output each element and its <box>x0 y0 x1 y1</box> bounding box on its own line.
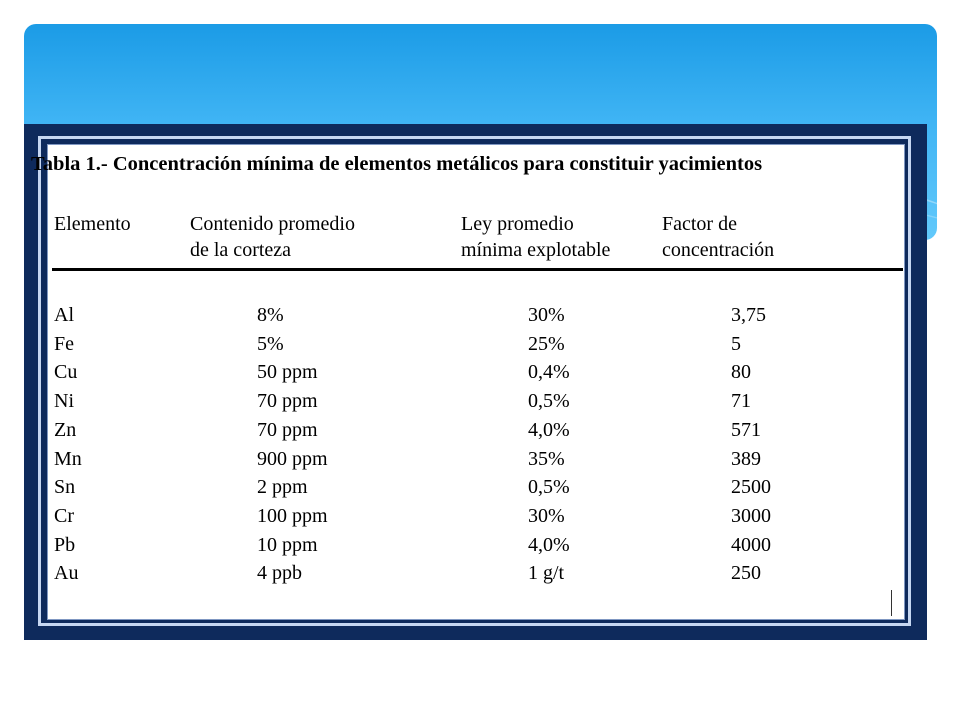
scan-artifact-line <box>891 590 892 616</box>
cell-ore-grade: 0,4% <box>528 361 570 383</box>
cell-crust: 70 ppm <box>257 419 318 441</box>
cell-element: Au <box>54 562 79 584</box>
table-row <box>0 562 960 591</box>
cell-factor: 5 <box>731 333 741 355</box>
header-concentration-factor <box>662 211 774 263</box>
cell-factor: 2500 <box>731 476 771 498</box>
header-line: Contenido promedio <box>190 213 355 235</box>
table-title: Tabla 1.- Concentración mínima de elementos metálicos para constituir yacimientos <box>31 153 763 175</box>
cell-crust: 70 ppm <box>257 390 318 412</box>
cell-ore-grade: 1 g/t <box>528 562 565 584</box>
cell-element: Sn <box>54 476 76 498</box>
table-row <box>0 390 960 419</box>
header-ore-grade <box>461 211 610 263</box>
cell-ore-grade: 0,5% <box>528 390 570 412</box>
cell-element: Pb <box>54 534 76 556</box>
table-row <box>0 505 960 534</box>
header-element <box>54 211 131 237</box>
table-row <box>0 476 960 505</box>
cell-factor: 250 <box>731 562 761 584</box>
cell-ore-grade: 4,0% <box>528 419 570 441</box>
cell-ore-grade: 0,5% <box>528 476 570 498</box>
table-row <box>0 448 960 477</box>
header-line: Ley promedio <box>461 213 574 235</box>
cell-element: Cu <box>54 361 78 383</box>
cell-element: Cr <box>54 505 74 527</box>
cell-element: Ni <box>54 390 74 412</box>
cell-element: Al <box>54 304 74 326</box>
cell-ore-grade: 30% <box>528 505 565 527</box>
cell-ore-grade: 30% <box>528 304 565 326</box>
cell-ore-grade: 35% <box>528 448 565 470</box>
cell-crust: 4 ppb <box>257 562 302 584</box>
cell-crust: 50 ppm <box>257 361 318 383</box>
table-row <box>0 304 960 333</box>
cell-ore-grade: 25% <box>528 333 565 355</box>
header-line: Factor de <box>662 213 737 235</box>
header-crust-content <box>190 211 355 263</box>
cell-factor: 4000 <box>731 534 771 556</box>
cell-factor: 3,75 <box>731 304 766 326</box>
header-line: Elemento <box>54 213 131 235</box>
cell-crust: 900 ppm <box>257 448 328 470</box>
cell-factor: 71 <box>731 390 751 412</box>
cell-crust: 10 ppm <box>257 534 318 556</box>
table-row <box>0 333 960 362</box>
cell-ore-grade: 4,0% <box>528 534 570 556</box>
table-row <box>0 419 960 448</box>
cell-crust: 100 ppm <box>257 505 328 527</box>
cell-crust: 2 ppm <box>257 476 308 498</box>
cell-factor: 389 <box>731 448 761 470</box>
table-row <box>0 534 960 563</box>
header-line: concentración <box>662 239 775 261</box>
table-row <box>0 361 960 390</box>
cell-element: Zn <box>54 419 77 441</box>
cell-factor: 80 <box>731 361 751 383</box>
cell-crust: 8% <box>257 304 284 326</box>
header-line: de la corteza <box>190 239 292 261</box>
header-line: mínima explotable <box>461 239 611 261</box>
header-divider <box>52 268 903 271</box>
cell-factor: 3000 <box>731 505 771 527</box>
cell-element: Fe <box>54 333 74 355</box>
cell-element: Mn <box>54 448 82 470</box>
cell-factor: 571 <box>731 419 761 441</box>
cell-crust: 5% <box>257 333 284 355</box>
